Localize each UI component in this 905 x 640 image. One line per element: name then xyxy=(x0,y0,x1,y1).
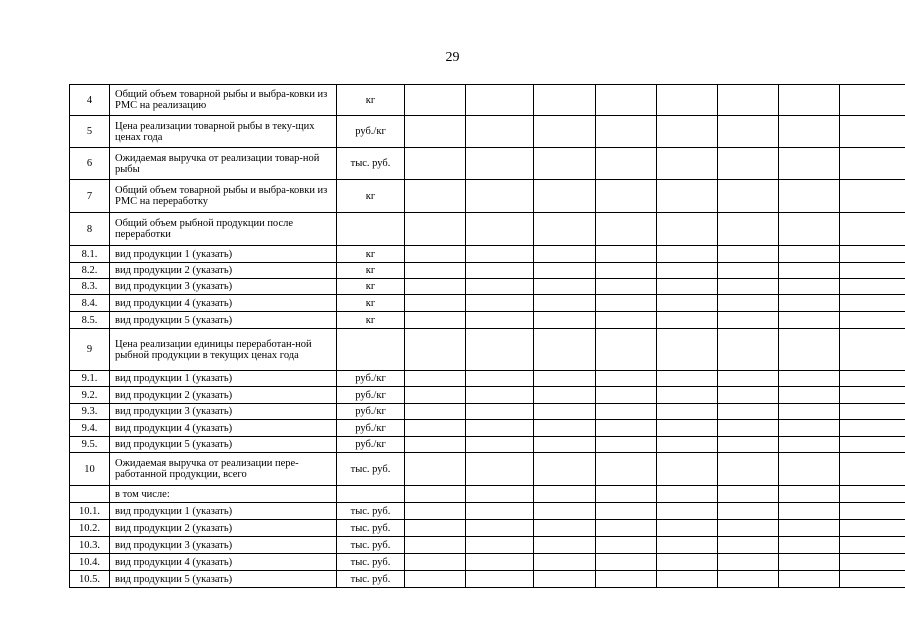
value-cell[interactable] xyxy=(718,486,779,503)
table-row xyxy=(70,571,905,588)
value-cell[interactable] xyxy=(405,486,466,503)
value-cell[interactable] xyxy=(405,554,466,571)
row-number-cell: 8.4. xyxy=(70,295,110,312)
unit-cell xyxy=(337,486,405,503)
value-cell[interactable] xyxy=(657,486,718,503)
table-row xyxy=(70,520,905,537)
row-number-cell xyxy=(70,486,110,503)
value-cell[interactable] xyxy=(718,537,779,554)
value-cell[interactable] xyxy=(840,437,905,453)
unit-cell: кг xyxy=(337,180,405,213)
indicator-name-cell: вид продукции 3 (указать) xyxy=(110,537,337,554)
table-row xyxy=(70,329,905,371)
value-cell[interactable] xyxy=(534,116,596,148)
unit-cell: тыс. руб. xyxy=(337,554,405,571)
indicator-name-cell: Ожидаемая выручка от реализации пере-работанной продукции, всего xyxy=(110,453,337,486)
value-cell[interactable] xyxy=(596,295,657,312)
value-cell[interactable] xyxy=(405,263,466,279)
value-cell[interactable] xyxy=(405,437,466,453)
indicator-name-cell: в том числе: xyxy=(110,486,337,503)
value-cell[interactable] xyxy=(840,279,905,295)
value-cell[interactable] xyxy=(718,180,779,213)
value-cell[interactable] xyxy=(779,329,840,371)
value-cell[interactable] xyxy=(657,180,718,213)
row-number-cell: 8.5. xyxy=(70,312,110,329)
unit-cell: тыс. руб. xyxy=(337,503,405,520)
report-table xyxy=(69,84,905,588)
value-cell[interactable] xyxy=(534,312,596,329)
value-cell[interactable] xyxy=(405,312,466,329)
value-cell[interactable] xyxy=(657,329,718,371)
unit-cell: тыс. руб. xyxy=(337,453,405,486)
value-cell[interactable] xyxy=(779,404,840,420)
table-row xyxy=(70,116,905,148)
value-cell[interactable] xyxy=(405,116,466,148)
value-cell[interactable] xyxy=(718,148,779,180)
value-cell[interactable] xyxy=(779,537,840,554)
value-cell[interactable] xyxy=(657,312,718,329)
value-cell[interactable] xyxy=(596,213,657,246)
table-row xyxy=(70,85,905,116)
value-cell[interactable] xyxy=(840,420,905,437)
value-cell[interactable] xyxy=(657,148,718,180)
value-cell[interactable] xyxy=(779,85,840,116)
value-cell[interactable] xyxy=(718,387,779,404)
value-cell[interactable] xyxy=(466,116,534,148)
row-number-cell: 8.3. xyxy=(70,279,110,295)
value-cell[interactable] xyxy=(840,116,905,148)
unit-cell: кг xyxy=(337,246,405,263)
value-cell[interactable] xyxy=(405,453,466,486)
indicator-name-cell: Общий объем рыбной продукции после переработки xyxy=(110,213,337,246)
value-cell[interactable] xyxy=(657,371,718,387)
value-cell[interactable] xyxy=(657,537,718,554)
value-cell[interactable] xyxy=(779,263,840,279)
value-cell[interactable] xyxy=(596,279,657,295)
value-cell[interactable] xyxy=(657,503,718,520)
value-cell[interactable] xyxy=(405,404,466,420)
value-cell[interactable] xyxy=(840,571,905,588)
value-cell[interactable] xyxy=(657,387,718,404)
unit-cell: кг xyxy=(337,263,405,279)
unit-cell: кг xyxy=(337,312,405,329)
table-row xyxy=(70,213,905,246)
value-cell[interactable] xyxy=(779,295,840,312)
value-cell[interactable] xyxy=(405,279,466,295)
table-row xyxy=(70,503,905,520)
indicator-name-cell: вид продукции 1 (указать) xyxy=(110,503,337,520)
table-row xyxy=(70,453,905,486)
value-cell[interactable] xyxy=(596,503,657,520)
value-cell[interactable] xyxy=(718,571,779,588)
indicator-name-cell: Ожидаемая выручка от реализации товар-ной рыбы xyxy=(110,148,337,180)
value-cell[interactable] xyxy=(534,554,596,571)
value-cell[interactable] xyxy=(779,116,840,148)
value-cell[interactable] xyxy=(466,486,534,503)
value-cell[interactable] xyxy=(840,387,905,404)
value-cell[interactable] xyxy=(466,180,534,213)
indicator-name-cell: вид продукции 4 (указать) xyxy=(110,295,337,312)
indicator-name-cell: вид продукции 4 (указать) xyxy=(110,554,337,571)
value-cell[interactable] xyxy=(657,85,718,116)
value-cell[interactable] xyxy=(718,554,779,571)
value-cell[interactable] xyxy=(840,148,905,180)
row-number-cell: 9.1. xyxy=(70,371,110,387)
value-cell[interactable] xyxy=(405,537,466,554)
unit-cell: руб./кг xyxy=(337,420,405,437)
value-cell[interactable] xyxy=(840,263,905,279)
value-cell[interactable] xyxy=(840,554,905,571)
unit-cell: кг xyxy=(337,279,405,295)
value-cell[interactable] xyxy=(405,503,466,520)
table-row xyxy=(70,486,905,503)
table-row xyxy=(70,420,905,437)
value-cell[interactable] xyxy=(466,437,534,453)
unit-cell: кг xyxy=(337,85,405,116)
value-cell[interactable] xyxy=(779,571,840,588)
value-cell[interactable] xyxy=(596,537,657,554)
value-cell[interactable] xyxy=(718,371,779,387)
value-cell[interactable] xyxy=(534,295,596,312)
table-row xyxy=(70,387,905,404)
value-cell[interactable] xyxy=(657,404,718,420)
value-cell[interactable] xyxy=(779,453,840,486)
value-cell[interactable] xyxy=(534,85,596,116)
row-number-cell: 8 xyxy=(70,213,110,246)
row-number-cell: 8.2. xyxy=(70,263,110,279)
value-cell[interactable] xyxy=(779,486,840,503)
row-number-cell: 7 xyxy=(70,180,110,213)
value-cell[interactable] xyxy=(534,213,596,246)
row-number-cell: 10 xyxy=(70,453,110,486)
value-cell[interactable] xyxy=(596,437,657,453)
value-cell[interactable] xyxy=(657,453,718,486)
value-cell[interactable] xyxy=(534,453,596,486)
value-cell[interactable] xyxy=(657,295,718,312)
value-cell[interactable] xyxy=(596,148,657,180)
value-cell[interactable] xyxy=(405,148,466,180)
row-number-cell: 5 xyxy=(70,116,110,148)
value-cell[interactable] xyxy=(718,295,779,312)
table-row xyxy=(70,404,905,420)
value-cell[interactable] xyxy=(405,85,466,116)
value-cell[interactable] xyxy=(405,180,466,213)
value-cell[interactable] xyxy=(718,263,779,279)
indicator-name-cell: вид продукции 3 (указать) xyxy=(110,279,337,295)
value-cell[interactable] xyxy=(840,246,905,263)
value-cell[interactable] xyxy=(466,279,534,295)
value-cell[interactable] xyxy=(466,246,534,263)
value-cell[interactable] xyxy=(466,520,534,537)
value-cell[interactable] xyxy=(466,387,534,404)
unit-cell: кг xyxy=(337,295,405,312)
row-number-cell: 9 xyxy=(70,329,110,371)
value-cell[interactable] xyxy=(840,295,905,312)
value-cell[interactable] xyxy=(718,312,779,329)
unit-cell xyxy=(337,329,405,371)
unit-cell: руб./кг xyxy=(337,437,405,453)
value-cell[interactable] xyxy=(466,312,534,329)
value-cell[interactable] xyxy=(779,503,840,520)
row-number-cell: 10.3. xyxy=(70,537,110,554)
value-cell[interactable] xyxy=(405,387,466,404)
unit-cell: руб./кг xyxy=(337,371,405,387)
value-cell[interactable] xyxy=(534,180,596,213)
indicator-name-cell: Цена реализации единицы переработан-ной рыбной продукции в текущих ценах года xyxy=(110,329,337,371)
value-cell[interactable] xyxy=(534,486,596,503)
value-cell[interactable] xyxy=(840,503,905,520)
value-cell[interactable] xyxy=(466,329,534,371)
value-cell[interactable] xyxy=(466,213,534,246)
value-cell[interactable] xyxy=(779,437,840,453)
indicator-name-cell: вид продукции 5 (указать) xyxy=(110,312,337,329)
unit-cell: тыс. руб. xyxy=(337,537,405,554)
indicator-name-cell: вид продукции 5 (указать) xyxy=(110,571,337,588)
value-cell[interactable] xyxy=(718,420,779,437)
value-cell[interactable] xyxy=(534,246,596,263)
indicator-name-cell: Общий объем товарной рыбы и выбра-ковки из РМС на реализацию xyxy=(110,85,337,116)
value-cell[interactable] xyxy=(718,520,779,537)
value-cell[interactable] xyxy=(840,486,905,503)
value-cell[interactable] xyxy=(534,520,596,537)
value-cell[interactable] xyxy=(718,246,779,263)
value-cell[interactable] xyxy=(718,437,779,453)
value-cell[interactable] xyxy=(466,571,534,588)
value-cell[interactable] xyxy=(840,520,905,537)
value-cell[interactable] xyxy=(718,503,779,520)
value-cell[interactable] xyxy=(840,180,905,213)
unit-cell: тыс. руб. xyxy=(337,520,405,537)
value-cell[interactable] xyxy=(534,537,596,554)
table-row xyxy=(70,246,905,263)
value-cell[interactable] xyxy=(466,420,534,437)
unit-cell: руб./кг xyxy=(337,404,405,420)
value-cell[interactable] xyxy=(466,148,534,180)
value-cell[interactable] xyxy=(657,520,718,537)
value-cell[interactable] xyxy=(405,295,466,312)
value-cell[interactable] xyxy=(779,180,840,213)
value-cell[interactable] xyxy=(657,420,718,437)
table-row xyxy=(70,437,905,453)
value-cell[interactable] xyxy=(779,554,840,571)
row-number-cell: 9.5. xyxy=(70,437,110,453)
value-cell[interactable] xyxy=(534,329,596,371)
indicator-name-cell: вид продукции 2 (указать) xyxy=(110,387,337,404)
table-row xyxy=(70,312,905,329)
value-cell[interactable] xyxy=(718,329,779,371)
row-number-cell: 10.5. xyxy=(70,571,110,588)
value-cell[interactable] xyxy=(596,85,657,116)
value-cell[interactable] xyxy=(779,312,840,329)
value-cell[interactable] xyxy=(596,387,657,404)
indicator-name-cell: вид продукции 2 (указать) xyxy=(110,263,337,279)
row-number-cell: 4 xyxy=(70,85,110,116)
value-cell[interactable] xyxy=(718,279,779,295)
value-cell[interactable] xyxy=(596,312,657,329)
value-cell[interactable] xyxy=(405,329,466,371)
row-number-cell: 10.1. xyxy=(70,503,110,520)
value-cell[interactable] xyxy=(534,503,596,520)
value-cell[interactable] xyxy=(405,420,466,437)
value-cell[interactable] xyxy=(596,246,657,263)
value-cell[interactable] xyxy=(466,453,534,486)
indicator-name-cell: вид продукции 1 (указать) xyxy=(110,246,337,263)
value-cell[interactable] xyxy=(534,387,596,404)
value-cell[interactable] xyxy=(534,263,596,279)
value-cell[interactable] xyxy=(466,371,534,387)
value-cell[interactable] xyxy=(466,537,534,554)
value-cell[interactable] xyxy=(596,486,657,503)
value-cell[interactable] xyxy=(596,554,657,571)
value-cell[interactable] xyxy=(534,420,596,437)
table-row xyxy=(70,180,905,213)
value-cell[interactable] xyxy=(840,213,905,246)
value-cell[interactable] xyxy=(596,520,657,537)
unit-cell: тыс. руб. xyxy=(337,571,405,588)
value-cell[interactable] xyxy=(718,404,779,420)
value-cell[interactable] xyxy=(466,263,534,279)
value-cell[interactable] xyxy=(657,571,718,588)
row-number-cell: 6 xyxy=(70,148,110,180)
table-row xyxy=(70,279,905,295)
value-cell[interactable] xyxy=(718,116,779,148)
indicator-name-cell: Цена реализации товарной рыбы в теку-щих ценах года xyxy=(110,116,337,148)
value-cell[interactable] xyxy=(840,371,905,387)
table-row xyxy=(70,371,905,387)
indicator-name-cell: вид продукции 4 (указать) xyxy=(110,420,337,437)
value-cell[interactable] xyxy=(466,85,534,116)
row-number-cell: 10.2. xyxy=(70,520,110,537)
value-cell[interactable] xyxy=(657,437,718,453)
value-cell[interactable] xyxy=(466,554,534,571)
value-cell[interactable] xyxy=(779,420,840,437)
value-cell[interactable] xyxy=(596,116,657,148)
value-cell[interactable] xyxy=(596,420,657,437)
unit-cell xyxy=(337,213,405,246)
value-cell[interactable] xyxy=(466,295,534,312)
value-cell[interactable] xyxy=(840,453,905,486)
value-cell[interactable] xyxy=(596,329,657,371)
value-cell[interactable] xyxy=(596,571,657,588)
value-cell[interactable] xyxy=(840,312,905,329)
value-cell[interactable] xyxy=(657,263,718,279)
value-cell[interactable] xyxy=(718,85,779,116)
value-cell[interactable] xyxy=(596,404,657,420)
value-cell[interactable] xyxy=(779,520,840,537)
value-cell[interactable] xyxy=(466,404,534,420)
value-cell[interactable] xyxy=(596,180,657,213)
value-cell[interactable] xyxy=(840,404,905,420)
value-cell[interactable] xyxy=(657,116,718,148)
value-cell[interactable] xyxy=(596,453,657,486)
value-cell[interactable] xyxy=(405,520,466,537)
unit-cell: руб./кг xyxy=(337,116,405,148)
value-cell[interactable] xyxy=(534,571,596,588)
value-cell[interactable] xyxy=(718,213,779,246)
value-cell[interactable] xyxy=(534,404,596,420)
value-cell[interactable] xyxy=(840,537,905,554)
value-cell[interactable] xyxy=(779,387,840,404)
table-row xyxy=(70,537,905,554)
value-cell[interactable] xyxy=(534,371,596,387)
table-row xyxy=(70,148,905,180)
value-cell[interactable] xyxy=(657,246,718,263)
value-cell[interactable] xyxy=(657,213,718,246)
value-cell[interactable] xyxy=(779,213,840,246)
indicator-name-cell: вид продукции 5 (указать) xyxy=(110,437,337,453)
value-cell[interactable] xyxy=(779,246,840,263)
row-number-cell: 10.4. xyxy=(70,554,110,571)
indicator-name-cell: вид продукции 3 (указать) xyxy=(110,404,337,420)
page-number: 29 xyxy=(445,50,460,65)
value-cell[interactable] xyxy=(657,554,718,571)
table-row xyxy=(70,554,905,571)
value-cell[interactable] xyxy=(596,263,657,279)
value-cell[interactable] xyxy=(405,213,466,246)
indicator-name-cell: Общий объем товарной рыбы и выбра-ковки из РМС на переработку xyxy=(110,180,337,213)
value-cell[interactable] xyxy=(405,246,466,263)
value-cell[interactable] xyxy=(779,148,840,180)
value-cell[interactable] xyxy=(405,371,466,387)
value-cell[interactable] xyxy=(405,571,466,588)
value-cell[interactable] xyxy=(596,371,657,387)
value-cell[interactable] xyxy=(466,503,534,520)
value-cell[interactable] xyxy=(840,85,905,116)
value-cell[interactable] xyxy=(657,279,718,295)
unit-cell: руб./кг xyxy=(337,387,405,404)
value-cell[interactable] xyxy=(534,279,596,295)
value-cell[interactable] xyxy=(779,279,840,295)
value-cell[interactable] xyxy=(534,437,596,453)
value-cell[interactable] xyxy=(779,371,840,387)
row-number-cell: 9.3. xyxy=(70,404,110,420)
value-cell[interactable] xyxy=(718,453,779,486)
value-cell[interactable] xyxy=(840,329,905,371)
indicator-name-cell: вид продукции 1 (указать) xyxy=(110,371,337,387)
indicator-name-cell: вид продукции 2 (указать) xyxy=(110,520,337,537)
table-row xyxy=(70,263,905,279)
table-body xyxy=(70,85,905,588)
row-number-cell: 9.2. xyxy=(70,387,110,404)
unit-cell: тыс. руб. xyxy=(337,148,405,180)
row-number-cell: 8.1. xyxy=(70,246,110,263)
table-row xyxy=(70,295,905,312)
value-cell[interactable] xyxy=(534,148,596,180)
row-number-cell: 9.4. xyxy=(70,420,110,437)
